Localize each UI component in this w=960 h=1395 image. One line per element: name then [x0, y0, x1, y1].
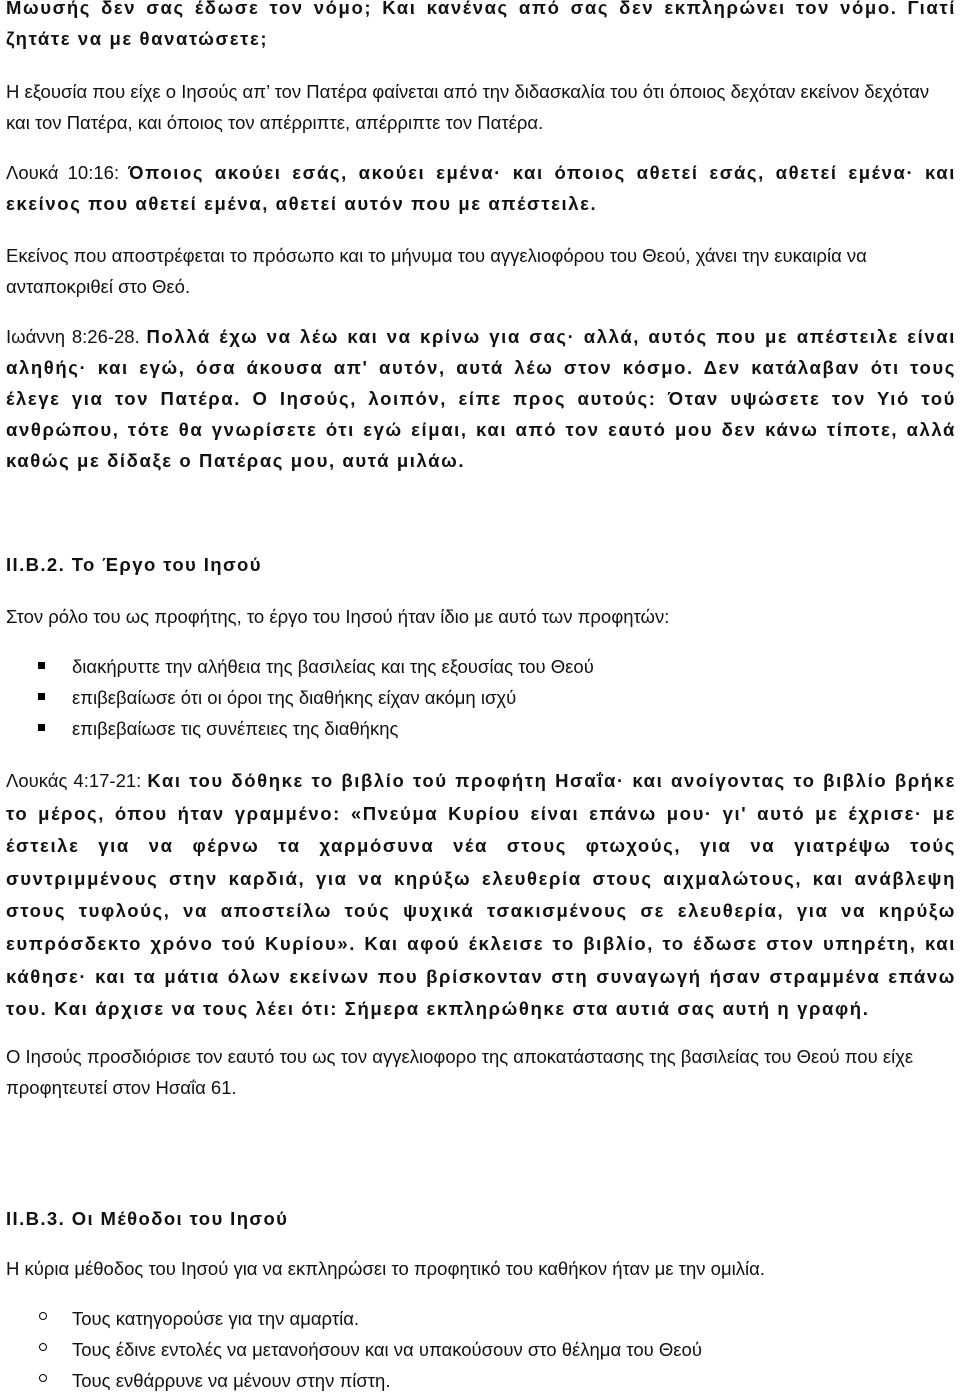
paragraph-text: Ο Ιησούς προσδιόρισε τον εαυτό του ως τον αγγελιοφορο της αποκατάστασης της βασιλείας του Θεού που είχε προφητευτεί στον Ησαΐα 61.: [6, 1046, 914, 1098]
section-b3-intro: [6, 1253, 956, 1284]
list-item: [38, 715, 398, 743]
quote-text: Πολλά έχω να λέω και να κρίνω για σας· αλλά, αυτός που με απέστειλε είναι αληθής· και εγώ, όσα άκουσα απ' αυτόν, αυτά λέω στον κόσμο. Δεν κατάλαβαν ότι τους έλεγε για τον Πατέρα. Ο Ιησούς, λοιπόν, είπε προς αυτούς: Όταν υψώσετε τον Υιό τού ανθρώπου, τότε θα γνωρίσετε ότι εγώ είμαι, και από τον εαυτό μου δεν κάνω τίποτε, αλλά καθώς με δίδαξε ο Πατέρας μου, αυτά μιλάω.: [6, 326, 956, 471]
paragraph-luke-4-17: [6, 765, 956, 1026]
circle-bullet-icon: [39, 1374, 47, 1382]
paragraph-continued-quote: [6, 0, 956, 54]
list-item-text: επιβεβαίωσε ότι οι όροι της διαθήκης είχαν ακόμη ισχύ: [72, 687, 517, 708]
list-item: [38, 1336, 702, 1364]
square-bullet-icon: [38, 662, 45, 669]
circle-bullet-icon: [39, 1343, 47, 1351]
circle-bullet-icon: [39, 1312, 47, 1320]
list-item-text: επιβεβαίωσε τις συνέπειες της διαθήκης: [72, 718, 399, 739]
square-bullet-icon: [38, 724, 45, 731]
paragraph-luke-10-16: [6, 157, 956, 219]
list-item-text: Τους κατηγορούσε για την αμαρτία.: [72, 1308, 360, 1329]
paragraph-text: Η κύρια μέθοδος του Ιησού για να εκπληρώσει το προφητικό του καθήκον ήταν με την ομιλία.: [6, 1258, 765, 1279]
paragraph-john-8-26: [6, 321, 956, 476]
paragraph-self-identification: [6, 1041, 956, 1103]
quote-text: Και του δόθηκε το βιβλίο τού προφήτη Ησαΐα· και ανοίγοντας το βιβλίο βρήκε το μέρος, όπου ήταν γραμμένο: «Πνεύμα Κυρίου είναι επάνω μου· γι' αυτό με έχρισε· με έστειλε για να φέρνω τα χαρμόσυνα νέα στους φτωχούς, για να γιατρέψω τούς συντριμμένους στην καρδιά, για να κηρύξω ελευθερία στους αιχμαλώτους, και ανάβλεψη στους τυφλούς, να αποστείλω τούς ψυχικά τσακισμένους σε ελευθερία, για να κηρύξω ευπρόσδεκτο χρόνο τού Κυρίου». Και αφού έκλεισε το βιβλίο, το έδωσε στον υπηρέτη, και κάθησε· και τα μάτια όλων εκείνων που βρίσκονταν στη συναγωγή ήσαν στραμμένα επάνω του. Και άρχισε να τους λέει ότι: Σήμερα εκπληρώθηκε στα αυτιά σας αυτή η γραφή.: [6, 770, 956, 1020]
list-item-text: Τους ενθάρρυνε να μένουν στην πίστη.: [72, 1370, 391, 1391]
list-item-text: Τους έδινε εντολές να μετανοήσουν και να υπακούσουν στο θέλημα του Θεού: [72, 1339, 702, 1360]
quote-text: Μωυσής δεν σας έδωσε τον νόμο; Και κανένας από σας δεν εκπληρώνει τον νόμο. Γιατί ζητάτε να με θανατώσετε;: [6, 0, 956, 49]
quote-text: Όποιος ακούει εσάς, ακούει εμένα· και όποιος αθετεί εσάς, αθετεί εμένα· και εκείνος που αθετεί εμένα, αθετεί αυτόν που με απέστειλε.: [6, 162, 956, 214]
paragraph-authority: [6, 76, 956, 138]
list-item: [38, 1367, 390, 1395]
paragraph-text: Η εξουσία που είχε ο Ιησούς απ’ τον Πατέρα φαίνεται από την διδασκαλία του ότι όποιος δεχόταν εκείνον δεχόταν και τον Πατέρα, και όποιος τον απέρριπτε, απέρριπτε τον Πατέρα.: [6, 81, 930, 133]
scripture-reference: Λουκά 10:16:: [6, 162, 129, 183]
section-title: ΙΙ.Β.2. Το Έργο του Ιησού: [6, 554, 262, 575]
scripture-reference: Ιωάννη 8:26-28.: [6, 326, 147, 347]
section-heading-b2: [6, 551, 956, 579]
section-title: ΙΙ.Β.3. Οι Μέθοδοι του Ιησού: [6, 1208, 289, 1229]
list-item-text: διακήρυττε την αλήθεια της βασιλείας και της εξουσίας του Θεού: [72, 656, 594, 677]
list-item: [38, 1305, 359, 1333]
scripture-reference: Λουκάς 4:17-21:: [6, 770, 148, 791]
paragraph-text: Στον ρόλο του ως προφήτης, το έργο του Ιησού ήταν ίδιο με αυτό των προφητών:: [6, 606, 670, 627]
paragraph-text: Εκείνος που αποστρέφεται το πρόσωπο και το μήνυμα του αγγελιοφόρου του Θεού, χάνει την ευκαιρία να ανταποκριθεί στο Θεό.: [6, 245, 867, 297]
list-item: [38, 684, 516, 712]
list-item: [38, 653, 594, 681]
square-bullet-icon: [38, 693, 45, 700]
paragraph-messenger: [6, 240, 956, 302]
section-heading-b3: [6, 1205, 956, 1233]
section-b2-intro: [6, 601, 956, 632]
